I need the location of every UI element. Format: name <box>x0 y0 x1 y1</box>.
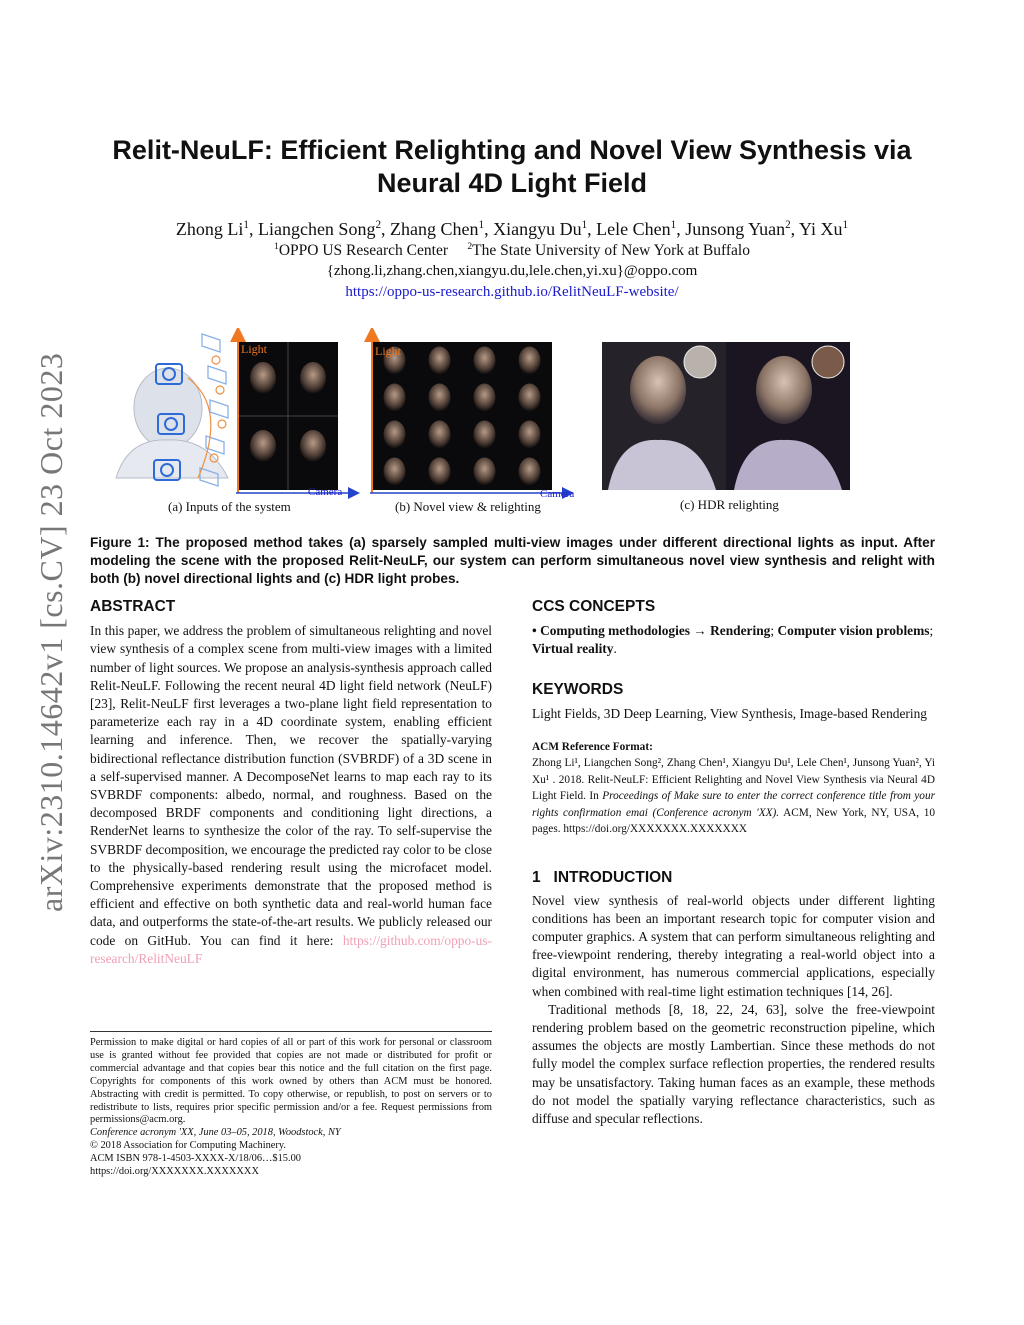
panel-b-face-thumb <box>429 384 451 412</box>
arxiv-sidebar-id: arXiv:2310.14642v1 [cs.CV] 23 Oct 2023 <box>33 352 69 912</box>
conference-line: Conference acronym 'XX, June 03–05, 2018, Woodstock, NY <box>90 1127 341 1139</box>
ccs-concepts: • Computing methodologies → Rendering; Computer vision problems; Virtual reality. <box>532 623 934 657</box>
panel-b-face-thumb <box>474 384 496 412</box>
panel-a-light-label: Light <box>241 342 267 356</box>
paper-title <box>80 134 944 200</box>
affiliation-1: OPPO US Research Center <box>278 242 448 259</box>
project-website-link[interactable]: https://oppo-us-research.github.io/RelitNeuLF-website/ <box>345 284 679 300</box>
github-link[interactable]: https://github.com/oppo-us-research/RelitNeuLF <box>90 932 492 966</box>
figure-1-caption: Figure 1: The proposed method takes (a) sparsely sampled multi-view images under different directional lights as input. After modeling the scene with the proposed Relit-NeuLF, our system can perform simultaneous novel view synthesis and relight with both (b) novel directional lights and (c) HDR light probes. <box>90 535 935 587</box>
permission-text: Permission to make digital or hard copies of all or part of this work for personal or classroom use is granted without fee provided that copies are not made or distributed for profit or commercial advantage and that copies bear this notice and the full citation on the first page. Copyrights for components of this work owned by others than ACM must be honored. Abstracting with credit is permitted. To copy otherwise, or republish, to post on servers or to redistribute to lists, requires prior specific permission and/or a fee. Request permissions from permissions@acm.org. <box>90 1037 492 1126</box>
panel-b-face-thumb <box>474 347 496 375</box>
intro-heading: 1 INTRODUCTION <box>532 869 673 887</box>
panel-b-camera-label: Camera <box>540 488 575 500</box>
title-line-1: Relit-NeuLF: Efficient Relighting and Novel View Synthesis via <box>112 135 912 165</box>
isbn-line: ACM ISBN 978-1-4503-XXXX-X/18/06…$15.00 <box>90 1153 301 1165</box>
acm-reference <box>532 739 935 837</box>
affiliation-2: The State University of New York at Buffalo <box>472 242 750 259</box>
acm-ref-heading: ACM Reference Format: <box>532 741 653 754</box>
permission-notice <box>90 1037 492 1179</box>
author: Yi Xu$^1$ <box>799 219 849 239</box>
panel-c-caption: (c) HDR relighting <box>680 497 779 512</box>
panel-b-face-thumb <box>519 347 541 375</box>
panel-b-face-thumb <box>429 421 451 449</box>
panel-b-face-thumb <box>474 458 496 486</box>
figure-1 <box>88 328 936 520</box>
figure-1-graphic <box>88 328 936 520</box>
copyright-line: © 2018 Association for Computing Machinery. <box>90 1140 286 1152</box>
affiliations: $^1$OPPO US Research Center $^2$The State University of New York at Buffalo <box>274 240 750 259</box>
author: Xiangyu Du$^1$ <box>493 219 588 239</box>
panel-b-light-label: Light <box>375 344 401 358</box>
panel-c-hdr-image <box>602 342 850 490</box>
panel-b-face-thumb <box>429 458 451 486</box>
left-column <box>90 598 492 968</box>
intro-paragraph-1: Novel view synthesis of real-world objects under different lighting conditions has been an important research topic for computer vision and computer graphics. A system that can perform simultaneous relighting and free-viewpoint rendering, thereby integrating a real-world object into a digital environment, has numerous commercial applications, especially when combined with real-time light estimation techniques [14, 26]. <box>532 892 935 999</box>
author: Lele Chen$^1$ <box>596 219 677 239</box>
title-line-2: Neural 4D Light Field <box>376 168 648 198</box>
panel-b-face-thumb <box>474 421 496 449</box>
panel-b-face-thumb <box>519 458 541 486</box>
author: Junsong Yuan$^2$ <box>685 219 791 239</box>
panel-a-sketch <box>116 334 228 486</box>
panel-b-face-thumb <box>519 421 541 449</box>
panel-b-face-thumb <box>519 384 541 412</box>
abstract-body: In this paper, we address the problem of simultaneous relighting and novel view synthesis of a complex scene from multi-view images with a limited number of light sources. We propose an analysis-synthesis approach called Relit-NeuLF. Following the recent neural 4D light field network (NeuLF) [23], Relit-NeuLF first leverages a two-plane light field representation to parameterize each ray in a 4D coordinate system, enabling efficient learning and inference. Then, we recover the spatially-varying bidirectional reflectance distribution function (SVBRDF) of a 3D scene in a self-supervised manner. A DecomposeNet learns to map each ray to its SVBRDF components: albedo, normal, and roughness. Based on the decomposed BRDF components and conditioning light directions, a RenderNet learns to synthesize the color of the ray. To self-supervise the SVBRDF decomposition, we encourage the predicted ray color to be close to the physically-based rendering result using the microfacet model. Comprehensive experiments demonstrate that the proposed method is efficient and effective on both synthetic data and real-world human face data, and outperforms the state-of-the-art results. We publicly released our code on GitHub. You can find it here: https://github.com/oppo-us-research/RelitNeuLF <box>90 623 492 966</box>
ccs-heading: CCS CONCEPTS <box>532 598 656 615</box>
author: Zhang Chen$^1$ <box>390 219 485 239</box>
panel-b-caption: (b) Novel view & relighting <box>395 499 541 514</box>
panel-a-caption: (a) Inputs of the system <box>168 499 291 514</box>
right-column <box>532 598 935 1128</box>
panel-b-face-thumb <box>384 384 406 412</box>
author: Zhong Li$^1$ <box>175 219 249 239</box>
panel-b-face-thumb <box>429 347 451 375</box>
keywords-heading: KEYWORDS <box>532 680 624 698</box>
keywords-text: Light Fields, 3D Deep Learning, View Synthesis, Image-based Rendering <box>532 705 928 721</box>
author-emails: {zhong.li,zhang.chen,xiangyu.du,lele.chen,yi.xu}@oppo.com <box>326 263 698 279</box>
author: Liangchen Song$^2$ <box>257 219 382 239</box>
footnote-rule <box>90 1031 492 1032</box>
author-list: Zhong Li$^1$, Liangchen Song$^2$, Zhang Chen$^1$, Xiangyu Du$^1$, Lele Chen$^1$, Junsong Yuan$^2$, Yi Xu$^1$ <box>175 219 849 239</box>
intro-paragraph-2: Traditional methods [8, 18, 22, 24, 63], solve the free-viewpoint rendering problem based on the geometric reconstruction pipeline, which assumes the objects are mostly Lambertian. Since these methods do not fully model the complex surface reflection properties, the rendered results may be unsatisfactory. Taking human faces as an example, these methods do not model the spatially varying reflectance characteristics, such as diffuse and specular reflections. <box>532 1001 935 1127</box>
panel-a-camera-label: Camera <box>308 486 343 498</box>
abstract-heading: ABSTRACT <box>90 598 176 615</box>
acm-ref-body: Zhong Li¹, Liangchen Song², Zhang Chen¹, Xiangyu Du¹, Lele Chen¹, Junsong Yuan², Yi Xu¹ . 2018. Relit-NeuLF: Efficient Relighting and Novel View Synthesis via Neural 4D Light Field. In Proceedings of Make sure to enter the correct conference title from your rights confirmation emai (Conference acronym 'XX). ACM, New York, NY, USA, 10 pages. https://doi.org/XXXXXXX.XXXXXXX <box>532 757 936 836</box>
panel-b-face-thumb <box>384 458 406 486</box>
panel-a-image-grid <box>236 334 354 493</box>
panel-b-face-thumb <box>384 421 406 449</box>
doi-line: https://doi.org/XXXXXXX.XXXXXXX <box>90 1166 259 1178</box>
